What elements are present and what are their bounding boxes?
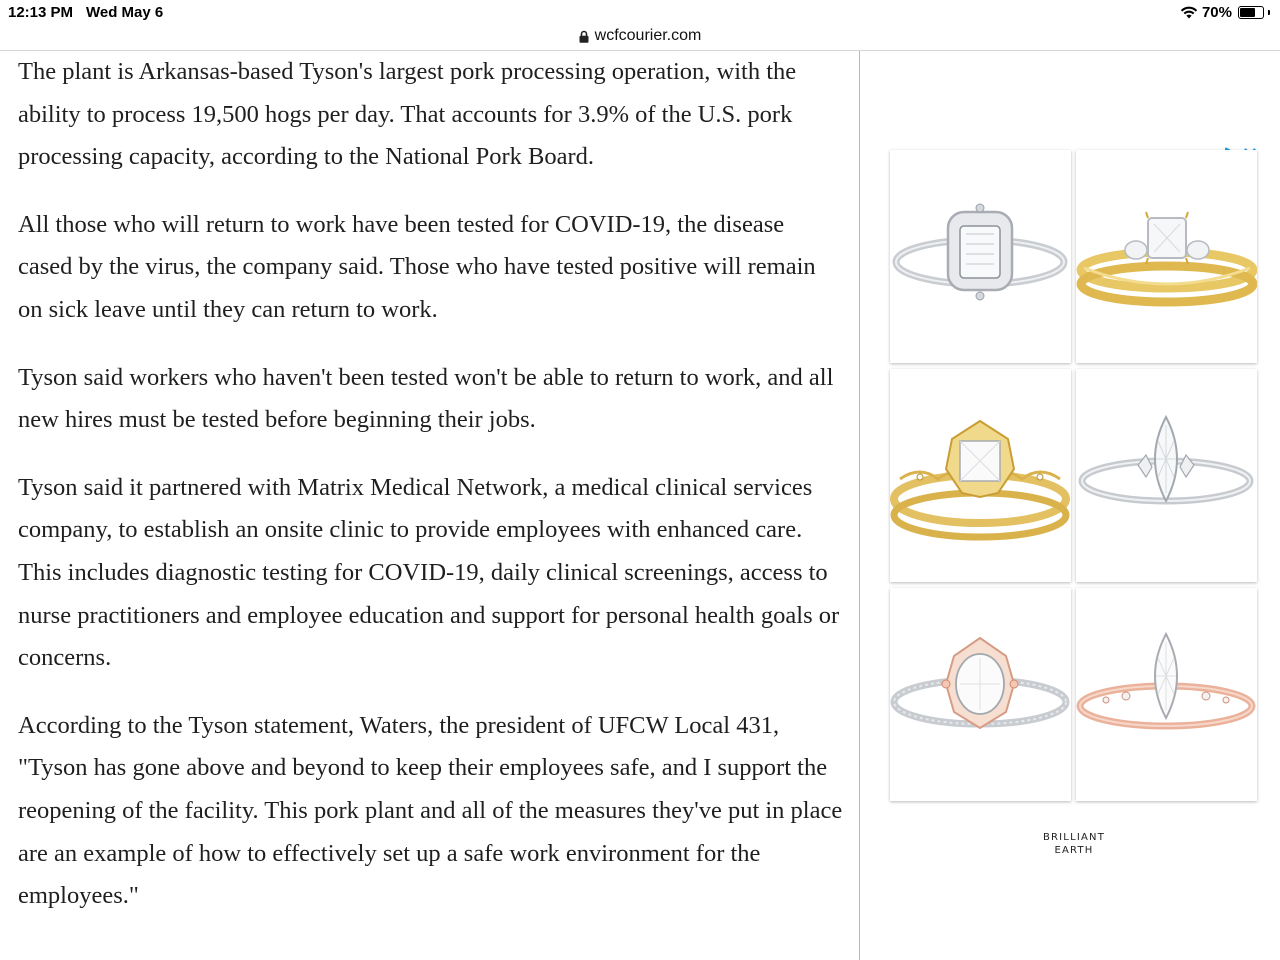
brand-line: EARTH (1054, 845, 1094, 856)
battery-percentage: 70% (1201, 4, 1232, 21)
ring-image (890, 150, 1071, 363)
ad-tile[interactable] (1076, 369, 1257, 582)
battery-icon (1238, 6, 1264, 19)
url-text[interactable]: wcfcourier.com (594, 27, 702, 44)
ad-product-grid (890, 150, 1260, 801)
status-bar (0, 0, 1280, 24)
ad-tile[interactable] (890, 588, 1071, 801)
battery-level (1240, 8, 1255, 17)
article-paragraph: According to the Tyson statement, Waters, the president of UFCW Local 431, "Tyson has gone above and beyond to keep their employees safe, and I support the reopening of the facility. This pork plant and all of the measures they've put in place are an example of how to effectively set up a safe work environment for the employees." (18, 711, 843, 910)
ring-image (1076, 369, 1257, 582)
article-paragraph: Tyson said workers who haven't been tested won't be able to return to work, and all new hires must be tested before beginning their jobs. (18, 363, 834, 434)
wifi-icon (1180, 6, 1198, 19)
status-time: 12:13 PM (8, 4, 74, 21)
article-paragraph: All those who will return to work have been tested for COVID-19, the disease cased by the virus, the company said. Those who have tested positive will remain on sick leave until they can return to work. (18, 210, 816, 323)
ring-image (1076, 588, 1257, 801)
ad-tile[interactable] (1076, 150, 1257, 363)
brand-line: BRILLIANT (1042, 832, 1106, 843)
article-paragraph: Tyson said it partnered with Matrix Medical Network, a medical clinical services company, to establish an onsite clinic to provide employees with enhanced care. This includes diagnostic testing for COVID-19, daily clinical screenings, access to nurse practitioners and employee education and support for personal health goals or concerns. (18, 473, 840, 672)
column-divider (859, 51, 860, 960)
status-indicators (1180, 4, 1270, 21)
ad-tile[interactable] (890, 150, 1071, 363)
ring-image (1076, 150, 1257, 363)
ring-image (890, 369, 1071, 582)
article-body (18, 51, 843, 943)
lock-icon (579, 30, 589, 43)
status-date: Wed May 6 (86, 4, 164, 21)
ad-tile[interactable] (890, 369, 1071, 582)
ring-image (890, 588, 1071, 801)
ad-brand-logo[interactable] (888, 831, 1260, 857)
ad-tile[interactable] (1076, 588, 1257, 801)
article-paragraph: The plant is Arkansas-based Tyson's largest pork processing operation, with the ability to process 19,500 hogs per day. That accounts for 3.9% of the U.S. pork processing capacity, according to the National Pork Board. (18, 58, 797, 171)
battery-nub (1268, 10, 1270, 15)
advertisement[interactable] (888, 145, 1260, 865)
address-bar[interactable] (0, 22, 1280, 50)
